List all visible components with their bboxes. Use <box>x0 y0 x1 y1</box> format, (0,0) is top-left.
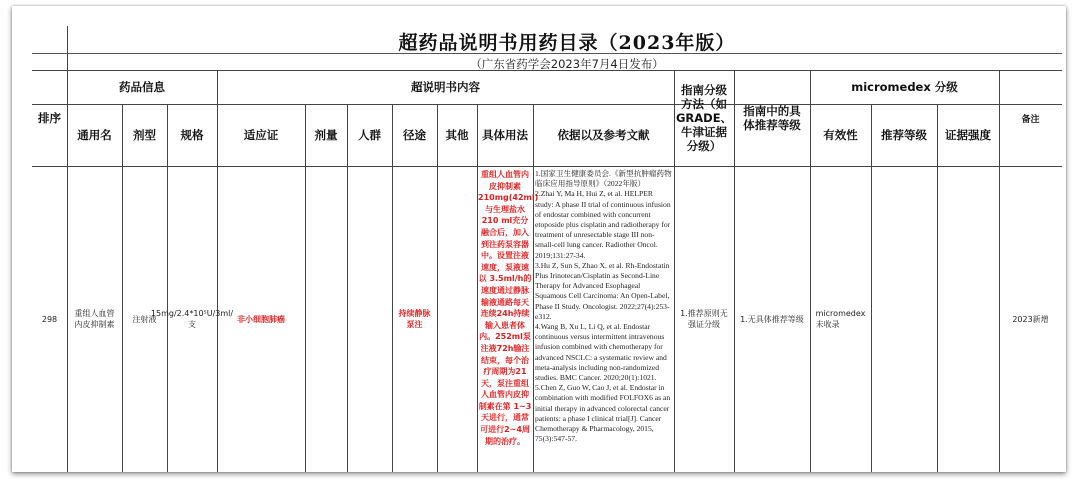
header-remarks: 备注 <box>1021 114 1040 125</box>
header-micromedex: micromedex 分级 <box>851 80 958 94</box>
header-dosage-form: 剂型 <box>133 128 156 142</box>
header-route: 径途 <box>403 128 426 142</box>
row-dosage-form: 注射液 <box>132 314 157 324</box>
row-guideline-level: 1.无具体推荐等级 <box>740 314 804 324</box>
header-guideline-method: 指南分级方法（如GRADE、牛津证据分级） <box>675 83 733 153</box>
header-off-label: 超说明书内容 <box>411 80 480 94</box>
row-specification: 15mg/2.4*10⁵U/3ml/支 <box>150 309 234 329</box>
header-generic-name: 通用名 <box>77 128 112 142</box>
row-usage: 重组人血管内皮抑制素210mg(42ml)与生理盐水210 ml充分融合后，加入到注药泵容器中。设置注液速度，泵液速以 3.5ml/h的速度通过静脉输液通路每天连续24h持续输入患者体内。252ml泵注液72h输注结束，每个治疗周期为21天，泵注重组人血管内皮抑制素在第 1~3天进行，通常可进行2~4周期的治疗。 <box>478 170 539 446</box>
header-evidence: 证据强度 <box>945 128 991 142</box>
header-drug-info: 药品信息 <box>119 80 165 94</box>
header-population: 人群 <box>358 128 381 142</box>
header-basis: 依据以及参考文献 <box>557 128 650 142</box>
divider <box>32 53 1062 54</box>
row-index: 298 <box>41 314 58 324</box>
document-title: 超药品说明书用药目录（2023年版） <box>398 32 736 54</box>
header-guideline-level: 指南中的具体推荐等级 <box>743 104 801 132</box>
header-other: 其他 <box>445 128 469 142</box>
row-generic-name: 重组人血管内皮抑制素 <box>74 309 115 329</box>
header-indication: 适应证 <box>243 128 279 142</box>
document-subtitle: （广东省药学会2023年7月4日发布） <box>470 57 664 71</box>
row-efficacy: micromedex未收录 <box>815 309 866 329</box>
header-specification: 规格 <box>180 128 204 142</box>
header-recommendation: 推荐等级 <box>881 128 927 142</box>
header-efficacy: 有效性 <box>823 128 858 142</box>
header-usage: 具体用法 <box>482 128 528 142</box>
row-references: 1.国家卫生健康委员会.《新型抗肿瘤药物临床应用指导原则》（2022年版） 2.Zhai Y, Ma H, Hui Z, et al. HELPER study: A phase II trial of continuous infusion of endostar combined with concurrent etoposide plus cisplatin and radiotherapy for treatment of unresectable stage III non-small-cell lung cancer. Radiother Oncol. 2019;131:27-34. 3.Hu Z, Sun S, Zhao X, et al. Rh-Endostatin Plus Irinotecan/Cisplatin as Second-Line Therapy for Advanced Esophageal Squamous Cell Carcinoma: An Open-Label, Phase II Study. Oncologist. 2022;27(4):253-e312. 4.Wang B, Xu L, Li Q, et al. Endostar continuous versus intermittent intravenous infusion combined with chemotherapy for advanced NSCLC: a systematic review and meta-analysis including non-randomized studies. BMC Cancer. 2020;20(1):1021. 5.Chen Z, Guo W, Cao J, et al. Endostar in combination with modified FOLFOX6 as an initial therapy in advanced colorectal cancer patients: a phase I clinical trial[J]. Cancer Chemotherapy & Pharmacology, 2015, 75(3):547-57. <box>535 169 672 444</box>
row-route: 持续静脉泵注 <box>398 309 431 329</box>
row-remarks: 2023新增 <box>1012 314 1049 324</box>
header-index: 排序 <box>38 111 61 125</box>
row-indication: 非小细胞肺癌 <box>237 314 285 324</box>
document-sheet <box>12 6 1066 472</box>
header-dose: 剂量 <box>314 128 338 142</box>
row-guideline-method: 1.推荐原则无强证分级 <box>680 309 728 329</box>
